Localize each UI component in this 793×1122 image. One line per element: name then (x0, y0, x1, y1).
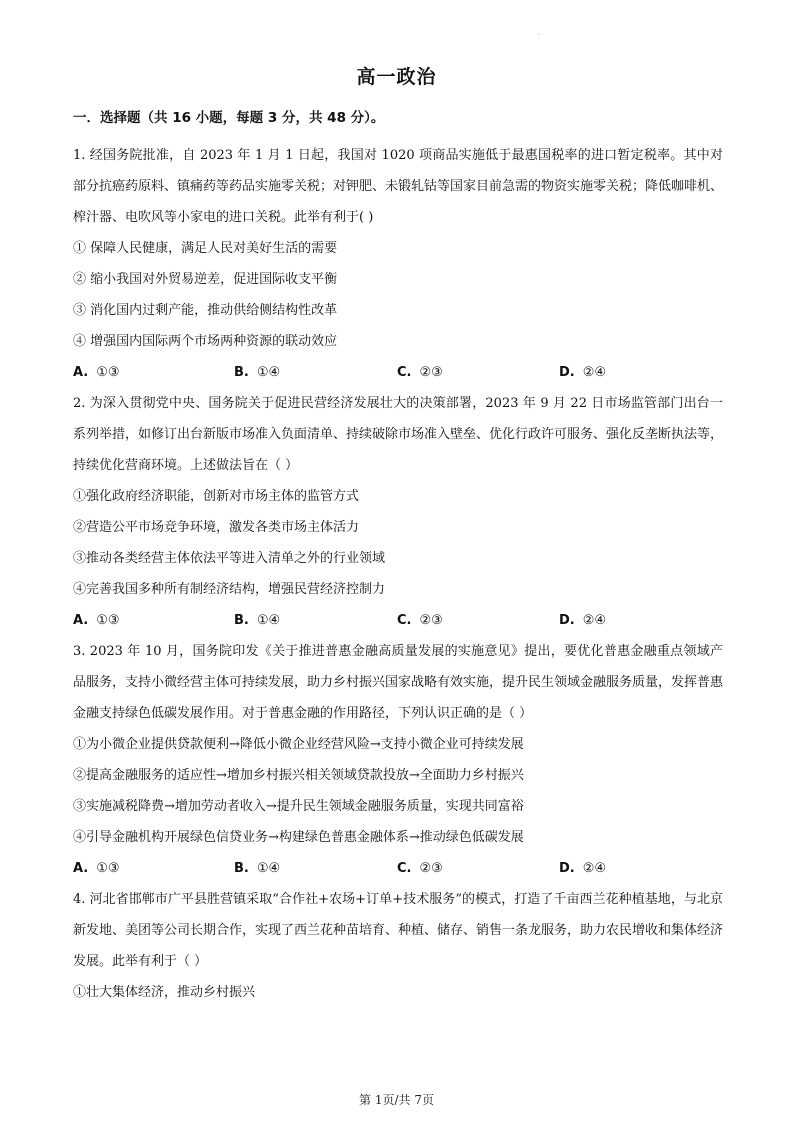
statement: ①壮大集体经济，推动乡村振兴 (73, 985, 256, 1000)
statement: ③实施减税降费→增加劳动者收入→提升民生领域金融服务质量，实现共同富裕 (73, 799, 524, 814)
question-4 (73, 884, 723, 1008)
question-stem: 4. 河北省邯郸市广平县胜营镇采取“合作社+农场+订单+技术服务”的模式，打造了千亩西兰花种植基地，与北京新发地、美团等公司长期合作，实现了西兰花种苗培育、种植、储存、销售一条龙服务，助力农民增收和集体经济发展。此举有利于（ ） (73, 892, 724, 969)
option-c[interactable]: C. ②③ (397, 861, 443, 876)
statement: ② 缩小我国对外贸易逆差，促进国际收支平衡 (73, 272, 338, 287)
statement: ① 保障人民健康，满足人民对美好生活的需要 (73, 241, 338, 256)
question-3 (73, 636, 723, 884)
question-list (73, 140, 723, 1008)
question-stem: 3. 2023 年 10 月，国务院印发《关于推进普惠金融高质量发展的实施意见》提出，要优化普惠金融重点领域产品服务，支持小微经营主体可持续发展，助力乡村振兴国家战略有效实施，提升民生领域金融服务质量，发挥普惠金融支持绿色低碳发展作用。对于普惠金融的作用路径，下列认识正确的是（ ） (73, 644, 724, 721)
statement: ③推动各类经营主体依法平等进入清单之外的行业领域 (73, 551, 386, 566)
statement: ④完善我国多种所有制经济结构，增强民营经济控制力 (73, 582, 386, 597)
option-c[interactable]: C. ②③ (397, 613, 443, 628)
answer-options (73, 357, 723, 388)
question-stem: 1. 经国务院批准，自 2023 年 1 月 1 日起，我国对 1020 项商品实施低于最惠国税率的进口暂定税率。其中对部分抗癌药原料、镇痛药等药品实施零关税；对钾肥、未锻轧钴等国家目前急需的物资实施零关税；降低咖啡机、榨汁器、电吹风等小家电的进口关税。此举有利于( ) (73, 148, 724, 225)
statement: ①强化政府经济职能，创新对市场主体的监管方式 (73, 489, 360, 504)
statement: ③ 消化国内过剩产能，推动供给侧结构性改革 (73, 303, 338, 318)
option-b[interactable]: B. ①④ (234, 365, 281, 380)
option-d[interactable]: D. ②④ (559, 861, 607, 876)
option-d[interactable]: D. ②④ (559, 365, 607, 380)
statement: ②提高金融服务的适应性→增加乡村振兴相关领域贷款投放→全面助力乡村振兴 (73, 768, 524, 783)
statement: ②营造公平市场竞争环境，激发各类市场主体活力 (73, 520, 360, 535)
option-b[interactable]: B. ①④ (234, 613, 281, 628)
question-2 (73, 388, 723, 636)
option-c[interactable]: C. ②③ (397, 365, 443, 380)
statement: ④引导金融机构开展绿色信贷业务→构建绿色普惠金融体系→推动绿色低碳发展 (73, 830, 524, 845)
option-b[interactable]: B. ①④ (234, 861, 281, 876)
option-a[interactable]: A. ①③ (73, 861, 120, 876)
option-d[interactable]: D. ②④ (559, 613, 607, 628)
question-1 (73, 140, 723, 388)
answer-options (73, 853, 723, 884)
option-a[interactable]: A. ①③ (73, 613, 120, 628)
question-stem: 2. 为深入贯彻党中央、国务院关于促进民营经济发展壮大的决策部署，2023 年 9 月 22 日市场监管部门出台一系列举措，如修订出台新版市场准入负面清单、持续破除市场准入壁垒、优化行政许可服务、强化反垄断执法等，持续优化营商环境。上述做法旨在（ ） (73, 396, 724, 473)
answer-options (73, 605, 723, 636)
page-footer: 第 1页/共 7页 (359, 1093, 434, 1107)
option-a[interactable]: A. ①③ (73, 365, 120, 380)
section-heading: 一．选择题（共 16 小题，每题 3 分，共 48 分）。 (73, 110, 385, 126)
statement: ①为小微企业提供贷款便利→降低小微企业经营风险→支持小微企业可持续发展 (73, 737, 524, 752)
statement: ④ 增强国内国际两个市场两种资源的联动效应 (73, 334, 338, 349)
header-mark: . (538, 30, 540, 37)
page-title: 高一政治 (356, 66, 437, 88)
